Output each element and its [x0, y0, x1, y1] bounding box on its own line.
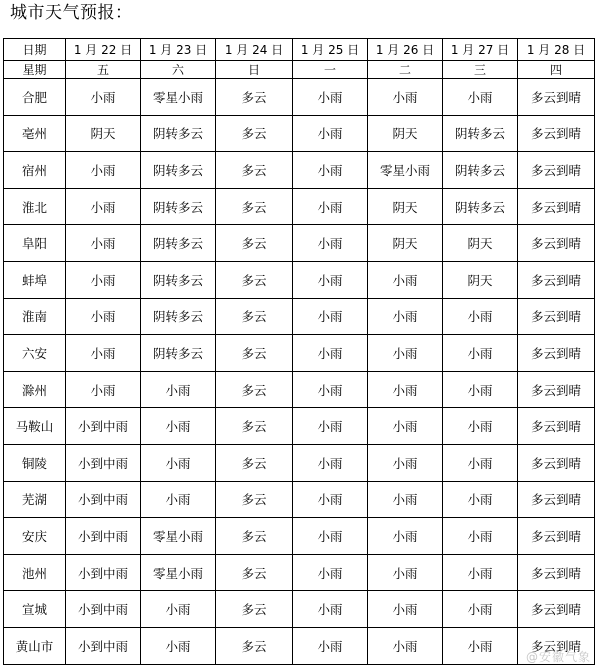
weather-cell: 小雨 [443, 335, 518, 372]
city-name-cell: 蚌埠 [4, 261, 66, 298]
weather-cell: 阴转多云 [141, 335, 216, 372]
weather-cell: 阴天 [368, 115, 443, 152]
weather-cell: 多云到晴 [518, 554, 595, 591]
weather-cell: 小雨 [443, 627, 518, 664]
weather-cell: 小雨 [443, 371, 518, 408]
weather-cell: 小雨 [368, 518, 443, 555]
weather-cell: 多云 [216, 79, 293, 116]
weather-cell: 小雨 [368, 408, 443, 445]
weather-cell: 小雨 [66, 188, 141, 225]
city-name-cell: 宣城 [4, 591, 66, 628]
table-row [4, 298, 595, 335]
table-row [4, 371, 595, 408]
weather-cell: 小雨 [66, 152, 141, 189]
weather-cell: 小到中雨 [66, 591, 141, 628]
header-weekday-label: 星期 [4, 61, 66, 79]
weather-cell: 多云到晴 [518, 115, 595, 152]
header-weekday-cell: 五 [66, 61, 141, 79]
city-name-cell: 淮北 [4, 188, 66, 225]
weather-cell: 阴转多云 [141, 225, 216, 262]
weather-cell: 小雨 [141, 444, 216, 481]
weather-cell: 小到中雨 [66, 518, 141, 555]
city-name-cell: 亳州 [4, 115, 66, 152]
weather-cell: 小雨 [293, 335, 368, 372]
city-name-cell: 安庆 [4, 518, 66, 555]
weather-cell: 小雨 [293, 444, 368, 481]
weather-cell: 小雨 [141, 408, 216, 445]
city-name-cell: 芜湖 [4, 481, 66, 518]
city-name-cell: 铜陵 [4, 444, 66, 481]
weather-cell: 多云到晴 [518, 188, 595, 225]
header-weekday-cell: 六 [141, 61, 216, 79]
header-date-cell: 1 月 23 日 [141, 39, 216, 61]
header-date-cell: 1 月 28 日 [518, 39, 595, 61]
table-row [4, 225, 595, 262]
header-date-cell: 1 月 22 日 [66, 39, 141, 61]
header-date-label: 日期 [4, 39, 66, 61]
weather-cell: 阴天 [443, 261, 518, 298]
table-row [4, 115, 595, 152]
weather-cell: 小雨 [368, 298, 443, 335]
weather-cell: 小雨 [443, 591, 518, 628]
weather-cell: 阴天 [66, 115, 141, 152]
weather-cell: 小雨 [293, 591, 368, 628]
weather-cell: 阴转多云 [141, 188, 216, 225]
city-name-cell: 阜阳 [4, 225, 66, 262]
table-row [4, 627, 595, 664]
header-weekday-cell: 一 [293, 61, 368, 79]
header-date-cell: 1 月 24 日 [216, 39, 293, 61]
weather-cell: 小雨 [293, 518, 368, 555]
weather-cell: 小雨 [368, 261, 443, 298]
weather-cell: 零星小雨 [141, 518, 216, 555]
weather-cell: 多云到晴 [518, 152, 595, 189]
weather-cell: 小雨 [443, 298, 518, 335]
weather-cell: 小雨 [66, 298, 141, 335]
weather-cell: 多云 [216, 152, 293, 189]
weather-cell: 小雨 [141, 591, 216, 628]
weather-cell: 小雨 [368, 335, 443, 372]
weather-cell: 小雨 [66, 225, 141, 262]
weather-cell: 小到中雨 [66, 481, 141, 518]
weather-cell: 多云 [216, 591, 293, 628]
weather-cell: 多云 [216, 554, 293, 591]
weather-cell: 阴天 [443, 225, 518, 262]
weather-cell: 多云到晴 [518, 591, 595, 628]
watermark: @安徽气象 [525, 650, 591, 664]
weather-cell: 小雨 [443, 518, 518, 555]
weather-cell: 多云 [216, 115, 293, 152]
weather-cell: 小雨 [293, 188, 368, 225]
weather-cell: 小到中雨 [66, 444, 141, 481]
weather-cell: 阴转多云 [443, 188, 518, 225]
weather-cell: 多云 [216, 627, 293, 664]
table-row [4, 188, 595, 225]
weather-cell: 多云 [216, 518, 293, 555]
weather-cell: 小雨 [293, 408, 368, 445]
weather-cell: 小雨 [293, 261, 368, 298]
weather-cell: 多云到晴 [518, 371, 595, 408]
city-name-cell: 池州 [4, 554, 66, 591]
weather-cell: 小到中雨 [66, 627, 141, 664]
weather-cell: 多云到晴 [518, 444, 595, 481]
weather-cell: 多云到晴 [518, 518, 595, 555]
weather-cell: 小雨 [293, 298, 368, 335]
table-row [4, 261, 595, 298]
weather-cell: 小雨 [368, 591, 443, 628]
weather-cell: 小雨 [443, 444, 518, 481]
table-row [4, 152, 595, 189]
weather-cell: 多云到晴 [518, 335, 595, 372]
weather-cell: 多云 [216, 371, 293, 408]
weather-cell: 小雨 [141, 627, 216, 664]
weather-cell: 小雨 [66, 371, 141, 408]
city-name-cell: 滁州 [4, 371, 66, 408]
weather-cell: 小雨 [293, 225, 368, 262]
city-name-cell: 合肥 [4, 79, 66, 116]
weather-cell: 多云到晴 [518, 225, 595, 262]
table-row [4, 79, 595, 116]
weather-cell: 小雨 [293, 554, 368, 591]
header-weekday-cell: 日 [216, 61, 293, 79]
header-date-cell: 1 月 25 日 [293, 39, 368, 61]
weather-cell: 小雨 [141, 371, 216, 408]
header-date-cell: 1 月 26 日 [368, 39, 443, 61]
weather-cell: 小雨 [368, 554, 443, 591]
city-name-cell: 马鞍山 [4, 408, 66, 445]
weather-cell: 小雨 [293, 627, 368, 664]
weather-cell: 小雨 [443, 481, 518, 518]
weather-cell: 小雨 [443, 79, 518, 116]
weather-cell: 零星小雨 [368, 152, 443, 189]
table-row [4, 591, 595, 628]
weather-cell: 小雨 [368, 481, 443, 518]
weather-cell: 多云到晴 [518, 261, 595, 298]
weather-cell: 阴天 [368, 188, 443, 225]
city-name-cell: 宿州 [4, 152, 66, 189]
table-row [4, 481, 595, 518]
weather-cell: 多云 [216, 481, 293, 518]
table-row [4, 554, 595, 591]
weather-cell: 小雨 [368, 371, 443, 408]
weather-cell: 多云 [216, 188, 293, 225]
weather-cell: 阴转多云 [443, 152, 518, 189]
header-row-weekdays [4, 61, 595, 79]
header-weekday-cell: 三 [443, 61, 518, 79]
city-name-cell: 淮南 [4, 298, 66, 335]
weather-cell: 小雨 [66, 79, 141, 116]
weather-cell: 零星小雨 [141, 554, 216, 591]
weather-cell: 阴转多云 [141, 261, 216, 298]
weather-cell: 阴转多云 [141, 115, 216, 152]
weather-cell: 小雨 [293, 115, 368, 152]
weather-cell: 多云 [216, 261, 293, 298]
weather-cell: 小到中雨 [66, 554, 141, 591]
weather-cell: 多云 [216, 225, 293, 262]
weather-cell: 多云 [216, 408, 293, 445]
table-row [4, 444, 595, 481]
forecast-table-body [4, 39, 595, 665]
weather-cell: 小雨 [293, 152, 368, 189]
weather-cell: 小雨 [443, 554, 518, 591]
weather-cell: 多云到晴 [518, 298, 595, 335]
weather-cell: 小雨 [293, 481, 368, 518]
header-weekday-cell: 二 [368, 61, 443, 79]
table-row [4, 518, 595, 555]
weather-cell: 多云到晴 [518, 627, 595, 664]
weather-cell: 小雨 [66, 261, 141, 298]
weather-cell: 阴转多云 [141, 298, 216, 335]
header-row-dates [4, 39, 595, 61]
weather-cell: 阴天 [368, 225, 443, 262]
header-date-cell: 1 月 27 日 [443, 39, 518, 61]
weather-cell: 零星小雨 [141, 79, 216, 116]
weather-cell: 多云到晴 [518, 481, 595, 518]
weather-cell: 多云 [216, 444, 293, 481]
weather-cell: 小雨 [66, 335, 141, 372]
weather-cell: 多云到晴 [518, 408, 595, 445]
weather-cell: 小雨 [293, 371, 368, 408]
table-row [4, 408, 595, 445]
table-row [4, 335, 595, 372]
weather-cell: 小雨 [368, 444, 443, 481]
weather-cell: 多云到晴 [518, 79, 595, 116]
weather-cell: 小雨 [368, 79, 443, 116]
weather-cell: 小到中雨 [66, 408, 141, 445]
weather-cell: 小雨 [368, 627, 443, 664]
city-name-cell: 黄山市 [4, 627, 66, 664]
weather-cell: 小雨 [141, 481, 216, 518]
weather-cell: 阴转多云 [443, 115, 518, 152]
header-weekday-cell: 四 [518, 61, 595, 79]
weather-cell: 多云 [216, 298, 293, 335]
weather-cell: 多云 [216, 335, 293, 372]
weather-cell: 阴转多云 [141, 152, 216, 189]
page-title: 城市天气预报： [10, 3, 133, 23]
city-name-cell: 六安 [4, 335, 66, 372]
weather-cell: 小雨 [443, 408, 518, 445]
weather-cell: 小雨 [293, 79, 368, 116]
forecast-table [3, 38, 595, 665]
